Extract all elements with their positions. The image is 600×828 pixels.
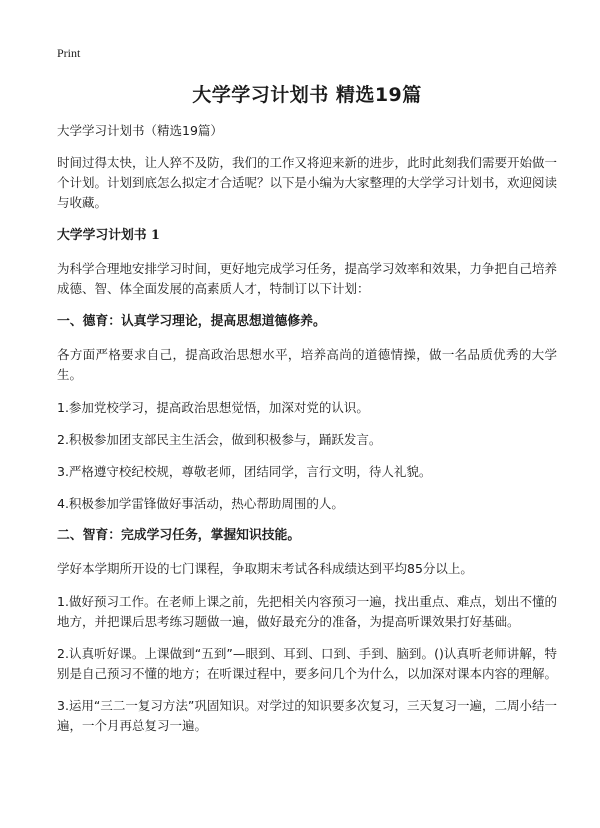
moral-education-paragraph: 各方面严格要求自己，提高政治思想水平，培养高尚的道德情操，做一名品质优秀的大学生。 (57, 347, 557, 382)
section-heading-plan-1: 大学学习计划书 1 (57, 228, 160, 243)
intellect-list-item: 2.认真听好课。上课做到“五到”—眼到、耳到、口到、手到、脑到。()认真听老师讲解，特别是自己预习不懂的地方；在听课过程中，要多问几个为什么，以加深对课本内容的理解。 (57, 646, 558, 681)
print-link[interactable]: Print (57, 46, 81, 60)
moral-list-item: 3.严格遵守校纪校规，尊敬老师，团结同学，言行文明，待人礼貌。 (57, 464, 432, 479)
moral-list-item: 4.积极参加学雷锋做好事活动，热心帮助周围的人。 (57, 496, 344, 511)
page-title: 大学学习计划书 精选19篇 (192, 84, 422, 106)
plan-1-intro-paragraph: 为科学合理地安排学习时间，更好地完成学习任务，提高学习效率和效果，力争把自己培养成德、智、体全面发展的高素质人才，特制订以下计划： (57, 261, 558, 296)
document-body (57, 80, 557, 748)
intellect-list-item: 3.运用“三二一复习方法”巩固知识。对学过的知识要多次复习，三天复习一遍，二周小结一遍，一个月再总复习一遍。 (57, 698, 557, 733)
moral-list-item: 2.积极参加团支部民主生活会，做到积极参与，踊跃发言。 (57, 432, 382, 447)
intro-paragraph: 时间过得太快，让人猝不及防，我们的工作又将迎来新的进步，此时此刻我们需要开始做一个计划。计划到底怎么拟定才合适呢？以下是小编为大家整理的大学学习计划书，欢迎阅读与收藏。 (57, 155, 558, 210)
moral-education-heading: 一、德育：认真学习理论，提高思想道德修养。 (57, 314, 326, 329)
moral-list-item: 1.参加党校学习，提高政治思想觉悟，加深对党的认识。 (57, 400, 369, 415)
document-subtitle: 大学学习计划书（精选19篇） (57, 123, 223, 138)
intellectual-education-paragraph: 学好本学期所开设的七门课程，争取期末考试各科成绩达到平均85分以上。 (57, 561, 473, 576)
intellectual-education-heading: 二、智育：完成学习任务，掌握知识技能。 (57, 528, 301, 543)
intellect-list-item: 1.做好预习工作。在老师上课之前，先把相关内容预习一遍，找出重点、难点，划出不懂的地方，并把课后思考练习题做一遍，做好最充分的准备，为提高听课效果打好基础。 (57, 594, 557, 629)
